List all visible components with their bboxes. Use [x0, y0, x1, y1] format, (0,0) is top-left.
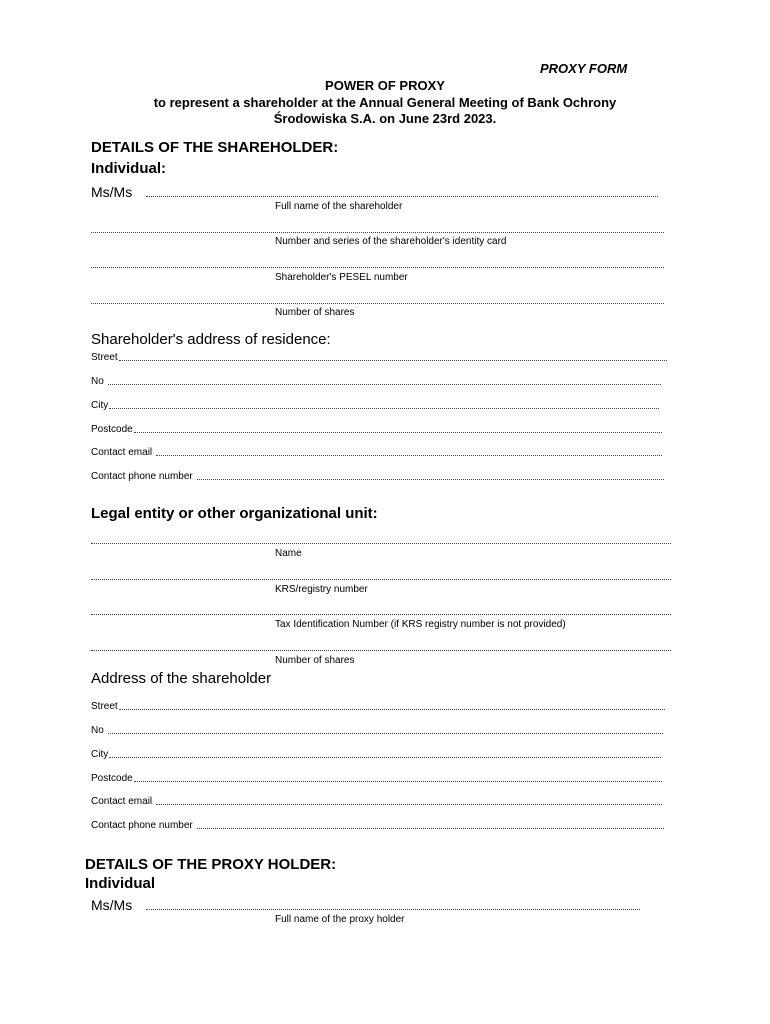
no-input[interactable] — [108, 733, 663, 734]
legal-entity-no-row[interactable] — [91, 725, 663, 736]
shareholder-full-name-caption: Full name of the shareholder — [275, 201, 403, 212]
legal-entity-name-field[interactable] — [91, 543, 671, 544]
proxy-holder-individual-heading: Individual — [85, 875, 156, 892]
phone-input[interactable] — [197, 828, 664, 829]
email-input[interactable] — [156, 804, 662, 805]
legal-entity-tax-field[interactable] — [91, 614, 671, 615]
phone-input[interactable] — [197, 479, 664, 480]
postcode-label: Postcode — [91, 773, 133, 784]
legal-entity-address-heading: Address of the shareholder — [91, 670, 272, 687]
shareholder-individual-heading: Individual: — [91, 160, 166, 177]
street-input[interactable] — [119, 709, 665, 710]
legal-entity-tax-caption: Tax Identification Number (if KRS registry number is not provided) — [275, 619, 566, 630]
shareholder-id-card-field[interactable] — [91, 232, 664, 233]
no-input[interactable] — [108, 384, 661, 385]
legal-entity-name-caption: Name — [275, 548, 302, 559]
shareholder-id-card-caption: Number and series of the shareholder's identity card — [275, 236, 507, 247]
proxy-holder-ms-label: Ms/Ms — [91, 897, 133, 913]
email-input[interactable] — [156, 455, 662, 456]
form-label: PROXY FORM — [540, 61, 628, 76]
shareholder-postcode-row[interactable] — [91, 424, 662, 435]
document-title: POWER OF PROXY — [325, 78, 445, 93]
shareholder-address-heading: Shareholder's address of residence: — [91, 331, 331, 348]
document-subtitle-line1: to represent a shareholder at the Annual General Meeting of Bank Ochrony — [153, 95, 617, 110]
legal-entity-street-row[interactable] — [91, 701, 665, 712]
shareholder-no-row[interactable] — [91, 376, 661, 387]
email-label: Contact email — [91, 447, 153, 458]
document-subtitle-line2: Środowiska S.A. on June 23rd 2023. — [273, 111, 497, 126]
postcode-input[interactable] — [134, 781, 662, 782]
legal-entity-email-row[interactable] — [91, 796, 662, 807]
shareholder-city-row[interactable] — [91, 400, 659, 411]
city-input[interactable] — [109, 757, 661, 758]
street-label: Street — [91, 352, 118, 363]
legal-entity-shares-caption: Number of shares — [275, 655, 355, 666]
city-label: City — [91, 749, 109, 760]
shareholder-full-name-field[interactable] — [146, 196, 658, 197]
shareholder-street-row[interactable] — [91, 352, 667, 363]
phone-label: Contact phone number — [91, 820, 193, 831]
shareholder-pesel-field[interactable] — [91, 267, 664, 268]
postcode-input[interactable] — [134, 432, 662, 433]
legal-entity-krs-field[interactable] — [91, 579, 671, 580]
shareholder-shares-caption: Number of shares — [275, 307, 355, 318]
legal-entity-city-row[interactable] — [91, 749, 661, 760]
proxy-holder-heading: DETAILS OF THE PROXY HOLDER: — [85, 856, 337, 873]
street-input[interactable] — [119, 360, 667, 361]
proxy-holder-full-name-caption: Full name of the proxy holder — [275, 914, 405, 925]
legal-entity-shares-field[interactable] — [91, 650, 671, 651]
street-label: Street — [91, 701, 118, 712]
shareholder-shares-field[interactable] — [91, 303, 664, 304]
no-label: No — [91, 376, 104, 387]
shareholder-heading: DETAILS OF THE SHAREHOLDER: — [91, 139, 339, 156]
postcode-label: Postcode — [91, 424, 133, 435]
phone-label: Contact phone number — [91, 471, 193, 482]
city-input[interactable] — [109, 408, 659, 409]
proxy-holder-full-name-field[interactable] — [146, 909, 640, 910]
shareholder-pesel-caption: Shareholder's PESEL number — [275, 272, 408, 283]
shareholder-phone-row[interactable] — [91, 471, 664, 482]
legal-entity-heading: Legal entity or other organizational unit: — [91, 505, 378, 522]
no-label: No — [91, 725, 104, 736]
legal-entity-phone-row[interactable] — [91, 820, 664, 831]
shareholder-email-row[interactable] — [91, 447, 662, 458]
legal-entity-krs-caption: KRS/registry number — [275, 584, 368, 595]
email-label: Contact email — [91, 796, 153, 807]
city-label: City — [91, 400, 109, 411]
shareholder-ms-label: Ms/Ms — [91, 184, 133, 200]
legal-entity-postcode-row[interactable] — [91, 773, 662, 784]
